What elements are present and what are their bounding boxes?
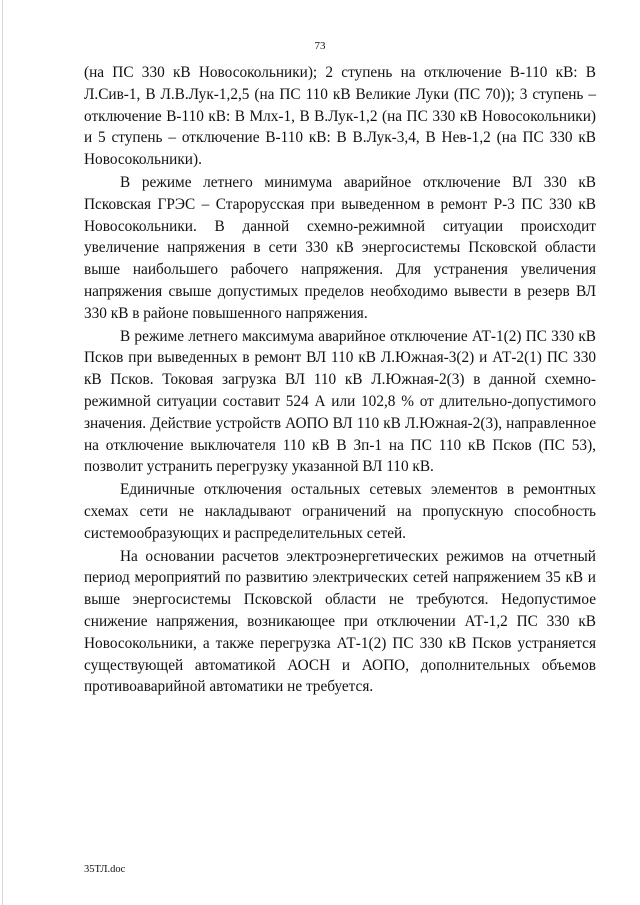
document-body <box>84 62 596 698</box>
paragraph-1: (на ПС 330 кВ Новосокольники); 2 ступень на отключение В-110 кВ: В Л.Сив-1, В Л.В.Лук-1,2,5 (на ПС 110 кВ Великие Луки (ПС 70)); 3 ступень – отключение В-110 кВ: В Млх-1, В В.Лук-1,2 (на ПС 330 кВ Новосокольники) и 5 ступень – отключение В-110 кВ: В В.Лук-3,4, В Нев-1,2 (на ПС 330 кВ Новосокольники). <box>84 64 596 169</box>
footer-filename: 35ТЛ.doc <box>84 864 126 875</box>
paragraph-4: Единичные отключения остальных сетевых элементов в ремонтных схемах сети не накладывают ограничений на пропускную способность системообразующих и распределительных сетей. <box>84 481 596 542</box>
paragraph-3: В режиме летнего максимума аварийное отключение АТ-1(2) ПС 330 кВ Псков при выведенных в ремонт ВЛ 110 кВ Л.Южная-3(2) и АТ-2(1) ПС 330 кВ Псков. Токовая загрузка ВЛ 110 кВ Л.Южная-2(3) в данной схемно-режимной ситуации составит 524 А или 102,8 % от длительно-допустимого значения. Действие устройств АОПО ВЛ 110 кВ Л.Южная-2(3), направленное на отключение выключателя 110 кВ В Зп-1 на ПС 110 кВ Псков (ПС 53), позволит устранить перегрузку указанной ВЛ 110 кВ. <box>84 327 596 476</box>
scan-edge-line <box>2 0 3 905</box>
paragraph-2: В режиме летнего минимума аварийное отключение ВЛ 330 кВ Псковская ГРЭС – Старорусская при выведенном в ремонт Р-3 ПС 330 кВ Новосокольники. В данной схемно-режимной ситуации происходит увеличение напряжения в сети 330 кВ энергосистемы Псковской области выше наибольшего рабочего напряжения. Для устранения увеличения напряжения свыше допустимых пределов необходимо вывести в резерв ВЛ 330 кВ в районе повышенного напряжения. <box>84 173 596 322</box>
page-number: 73 <box>314 40 326 52</box>
paragraph-5: На основании расчетов электроэнергетических режимов на отчетный период мероприятий по развитию электрических сетей напряжением 35 кВ и выше энергосистемы Псковской области не требуются. Недопустимое снижение напряжения, возникающее при отключении АТ-1,2 ПС 330 кВ Новосокольники, а также перегрузка АТ-1(2) ПС 330 кВ Псков устраняется существующей автоматикой АОСН и АОПО, дополнительных объемов противоаварийной автоматики не требуется. <box>84 547 596 696</box>
